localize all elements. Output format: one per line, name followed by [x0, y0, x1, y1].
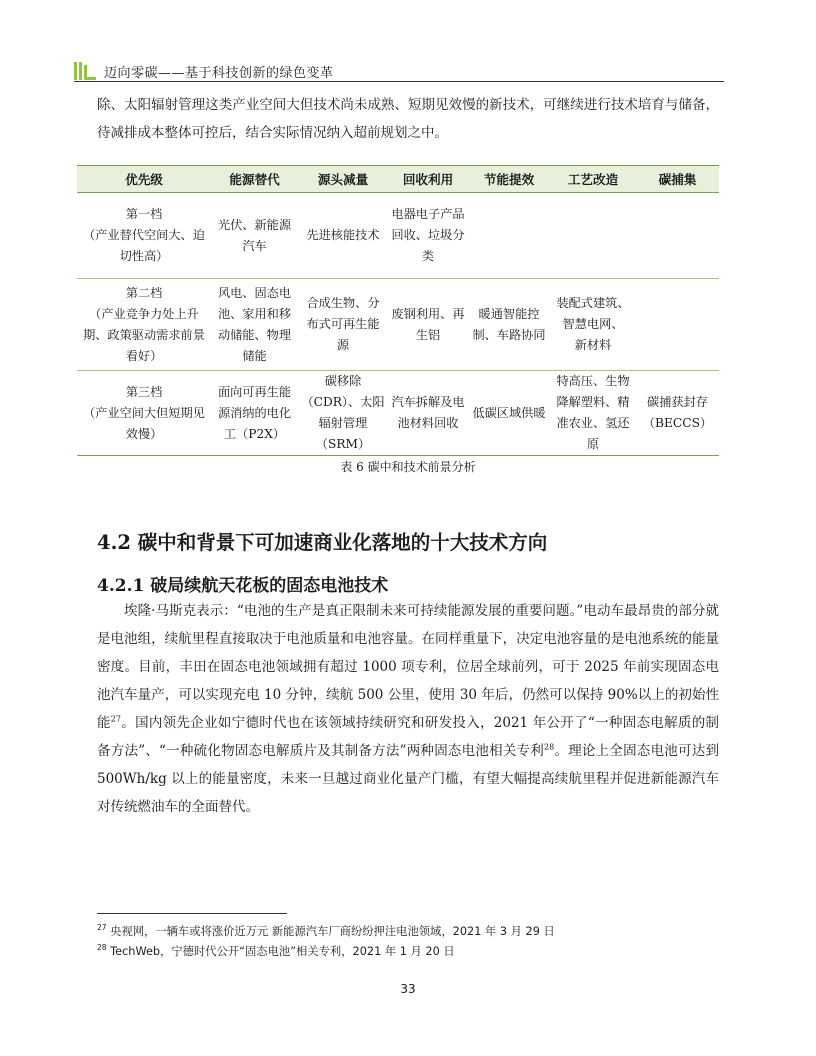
footnote-ref[interactable]: 27: [110, 714, 121, 724]
technology-outlook-table: [77, 165, 719, 456]
subsection-heading: 4.2.1 破局续航天花板的固态电池技术: [97, 576, 389, 596]
table-cell: [550, 193, 636, 279]
table-cell: 装配式建筑、智慧电网、 新材料: [550, 279, 636, 371]
footnote-text: 央视网，一辆车或将涨价近万元 新能源汽车厂商纷纷押注电池领域，2021 年 3 月 29 日: [110, 925, 555, 938]
section-heading: 4.2 碳中和背景下可加速商业化落地的十大技术方向: [97, 531, 548, 554]
table-cell: 风电、固态电池、家用和移动储能、物理储能: [211, 279, 298, 371]
table-cell: 面向可再生能源消纳的电化工（P2X）: [211, 371, 298, 456]
table-cell: 先进核能技术: [298, 193, 388, 279]
footnote: [97, 923, 555, 939]
table-cell: 低碳区域供暖: [468, 371, 550, 456]
priority-tier-cell: 第一档 （产业替代空间大、迫切性高）: [77, 193, 211, 279]
table-cell: 废钢利用、再生铝: [388, 279, 468, 371]
table-row: [77, 279, 719, 371]
page-number: 33: [400, 982, 416, 996]
table-header-cell: 源头减量: [298, 166, 388, 193]
footnote-divider: [97, 913, 287, 914]
priority-tier-cell: 第二档 （产业竞争力处上升期、政策驱动需求前景看好）: [77, 279, 211, 371]
table-cell: 碳移除（CDR）、太阳辐射管理（SRM）: [298, 371, 388, 456]
table-cell: 碳捕获封存（BECCS）: [636, 371, 719, 456]
table-row: [77, 371, 719, 456]
page-header: [74, 56, 724, 84]
table-cell: [636, 279, 719, 371]
header-divider: [74, 81, 724, 82]
table-caption: 表 6 碳中和技术前景分析: [340, 460, 476, 474]
body-paragraph: [97, 597, 719, 821]
footnote-number: 28: [97, 943, 107, 953]
table-cell: 暖通智能控制、车路协同: [468, 279, 550, 371]
table-row: [77, 193, 719, 279]
body-text: 埃隆·马斯克表示：“电池的生产是真正限制未来可持续能源发展的重要问题。”电动车最昂贵的部分就是电池组，续航里程直接取决于电池质量和电池容量。在同样重量下，决定电池容量的是电池系统的能量密度。目前，丰田在固态电池领域拥有超过 1000 项专利，位居全球前列，可于 2025 年前实现固态电池汽车量产，可以实现充电 10 分钟，续航 500 公里，使用 30 年后，仍然可以保持 90%以上的初始性能: [97, 603, 719, 731]
table-header-cell: 节能提效: [468, 166, 550, 193]
table-header-cell: 能源替代: [211, 166, 298, 193]
logo-icon: [74, 62, 96, 80]
table-header-row: [77, 166, 719, 193]
intro-paragraph: 除、太阳辐射管理这类产业空间大但技术尚未成熟、短期见效慢的新技术，可继续进行技术培育与储备，待减排成本整体可控后，结合实际情况纳入超前规划之中。: [97, 97, 719, 141]
priority-tier-cell: 第三档 （产业空间大但短期见效慢）: [77, 371, 211, 456]
table-cell: 特高压、生物降解塑料、精准农业、氢还原: [550, 371, 636, 456]
body-text: 。理论上全固态电池可达到 500Wh/kg 以上的能量密度，未来一旦越过商业化量产门槛，有望大幅提高续航里程并促进新能源汽车对传统燃油车的全面替代。: [97, 743, 719, 815]
footnote: [97, 943, 455, 959]
table-cell: [636, 193, 719, 279]
table-cell: 汽车拆解及电池材料回收: [388, 371, 468, 456]
body-text: 。国内领先企业如宁德时代也在该领域持续研究和研发投入，2021 年公开了“一种固态电解质的制备方法”、“一种硫化物固态电解质片及其制备方法”两种固态电池相关专利: [97, 715, 719, 759]
table-cell: 电器电子产品回收、垃圾分类: [388, 193, 468, 279]
table-header-cell: 工艺改造: [550, 166, 636, 193]
table-header-cell: 优先级: [77, 166, 211, 193]
header-title: 迈向零碳——基于科技创新的绿色变革: [104, 66, 334, 81]
table-cell: 合成生物、分布式可再生能源: [298, 279, 388, 371]
table-cell: [468, 193, 550, 279]
table-header-cell: 碳捕集: [636, 166, 719, 193]
footnote-text: TechWeb，宁德时代公开“固态电池”相关专利，2021 年 1 月 20 日: [110, 945, 455, 958]
table-header-cell: 回收利用: [388, 166, 468, 193]
table-cell: 光伏、新能源汽车: [211, 193, 298, 279]
footnote-ref[interactable]: 28: [544, 742, 555, 752]
footnote-number: 27: [97, 923, 107, 933]
